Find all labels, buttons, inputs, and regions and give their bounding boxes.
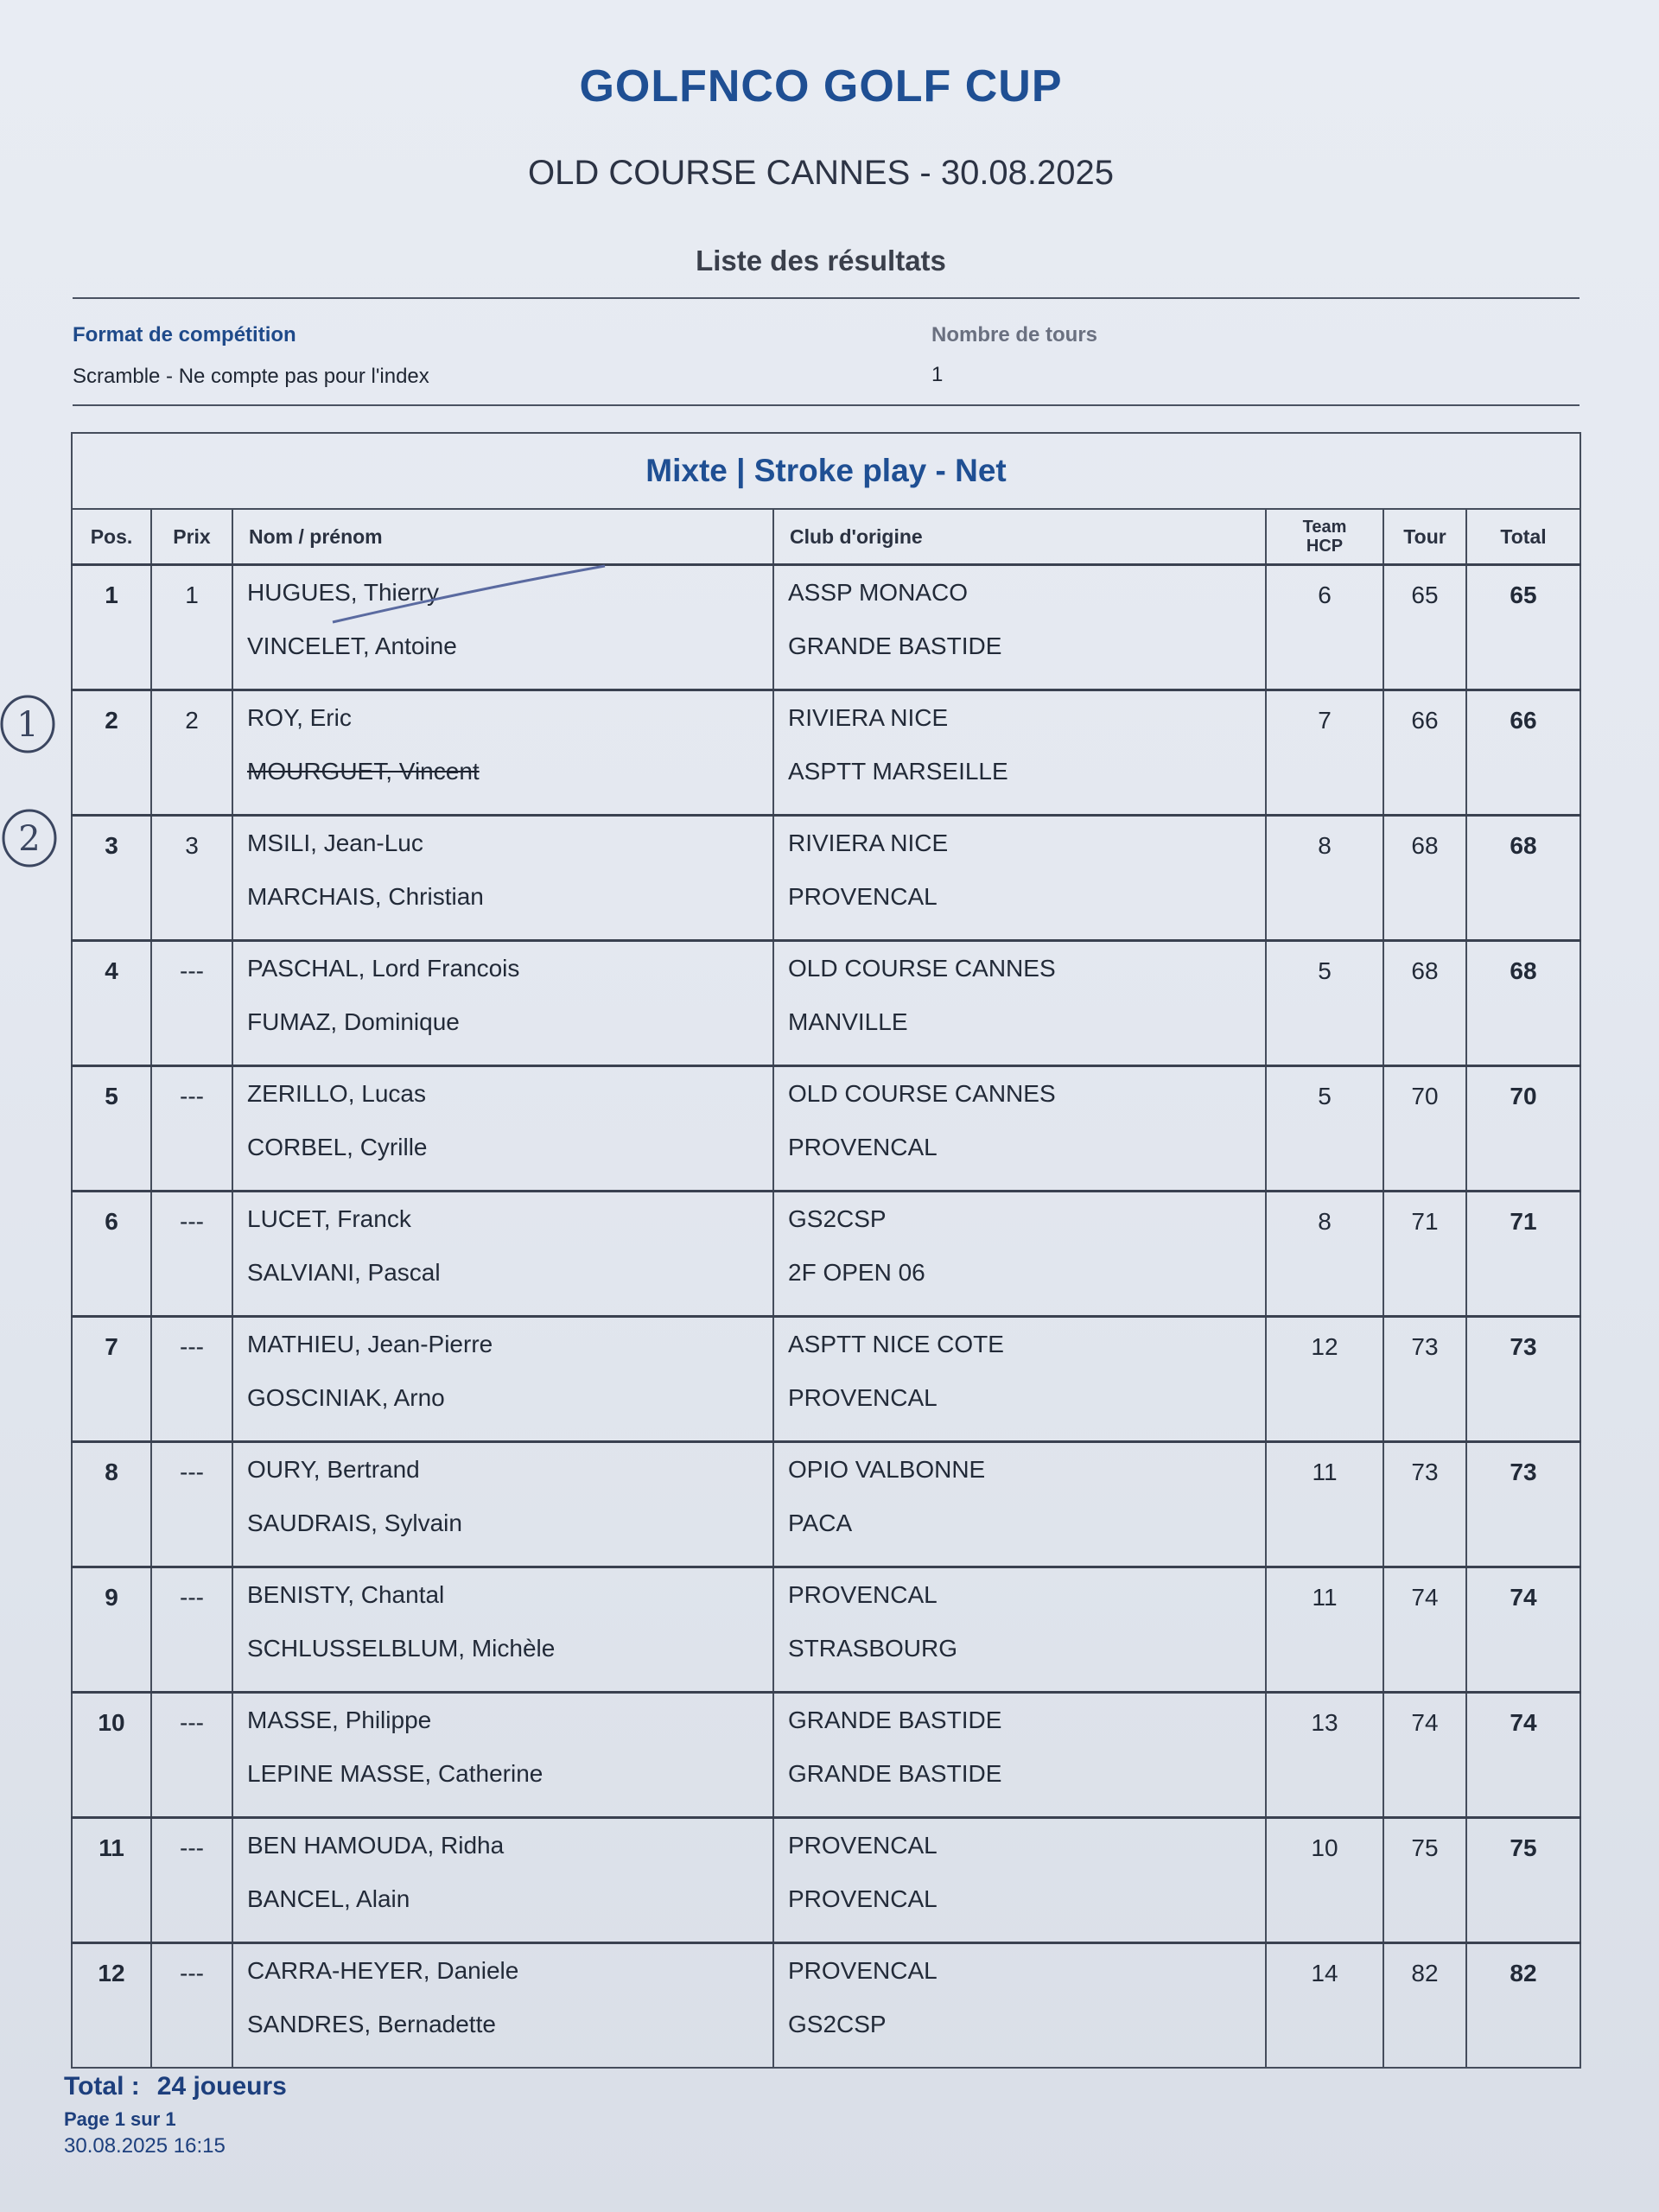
row-total: 74 — [1466, 1693, 1580, 1818]
player-2-name: GOSCINIAK, Arno — [247, 1384, 445, 1411]
table-caption: Mixte | Stroke play - Net — [72, 433, 1580, 509]
player-2-name: BANCEL, Alain — [247, 1885, 410, 1912]
table-row — [72, 1066, 1580, 1192]
row-total: 82 — [1466, 1943, 1580, 2069]
player-2-name: SCHLUSSELBLUM, Michèle — [247, 1635, 556, 1662]
row-pos: 6 — [72, 1192, 151, 1317]
table-row — [72, 1317, 1580, 1442]
row-team-hcp: 10 — [1266, 1818, 1383, 1943]
row-team-hcp: 6 — [1266, 565, 1383, 690]
handwritten-circled-2: 2 — [18, 819, 41, 859]
col-header-hcp: HCP — [1306, 537, 1344, 556]
row-total: 73 — [1466, 1442, 1580, 1567]
player-2-name: CORBEL, Cyrille — [247, 1134, 428, 1160]
player-1-club: ASSP MONACO — [788, 579, 968, 606]
player-2-club: PACA — [788, 1510, 853, 1536]
player-2-club: MANVILLE — [788, 1008, 908, 1035]
player-1-club: OLD COURSE CANNES — [788, 955, 1056, 982]
row-team-hcp: 11 — [1266, 1567, 1383, 1693]
document-label: Liste des résultats — [696, 245, 946, 276]
table-row — [72, 1693, 1580, 1818]
row-clubs — [773, 1567, 1266, 1693]
table-row — [72, 1442, 1580, 1567]
player-1-name: OURY, Bertrand — [247, 1456, 420, 1483]
row-tour: 74 — [1383, 1693, 1466, 1818]
row-team-hcp: 5 — [1266, 1066, 1383, 1192]
col-header-tour: Tour — [1383, 509, 1466, 565]
row-prix: --- — [151, 1567, 232, 1693]
results-table — [71, 432, 1581, 2069]
table-header-row — [72, 509, 1580, 565]
row-clubs — [773, 1192, 1266, 1317]
circled-number-mark — [3, 810, 55, 866]
row-total: 65 — [1466, 565, 1580, 690]
footer-total-value: 24 joueurs — [156, 2072, 287, 2101]
row-pos: 4 — [72, 941, 151, 1066]
footer-printed-at: 30.08.2025 16:15 — [64, 2134, 226, 2158]
format-label: Format de compétition — [73, 323, 296, 346]
row-clubs — [773, 941, 1266, 1066]
row-total: 70 — [1466, 1066, 1580, 1192]
row-prix: 1 — [151, 565, 232, 690]
row-prix: --- — [151, 1442, 232, 1567]
row-tour: 66 — [1383, 690, 1466, 816]
player-1-club: ASPTT NICE COTE — [788, 1331, 1004, 1357]
row-total: 71 — [1466, 1192, 1580, 1317]
table-row — [72, 941, 1580, 1066]
footer-page-number: Page 1 sur 1 — [64, 2108, 176, 2130]
row-clubs — [773, 1066, 1266, 1192]
col-header-total: Total — [1466, 509, 1580, 565]
row-clubs — [773, 1943, 1266, 2069]
player-1-name: ZERILLO, Lucas — [247, 1080, 426, 1107]
row-team-hcp: 7 — [1266, 690, 1383, 816]
row-total: 74 — [1466, 1567, 1580, 1693]
rounds-label: Nombre de tours — [931, 323, 1098, 346]
table-row — [72, 1192, 1580, 1317]
row-tour: 74 — [1383, 1567, 1466, 1693]
rounds-value: 1 — [931, 363, 944, 386]
player-1-club: PROVENCAL — [788, 1957, 938, 1984]
row-tour: 70 — [1383, 1066, 1466, 1192]
player-1-name: PASCHAL, Lord Francois — [247, 955, 520, 982]
player-1-club: OPIO VALBONNE — [788, 1456, 986, 1483]
row-total: 75 — [1466, 1818, 1580, 1943]
player-2-name: MARCHAIS, Christian — [247, 883, 484, 910]
col-header-club: Club d'origine — [773, 509, 1266, 565]
row-clubs — [773, 565, 1266, 690]
row-prix: --- — [151, 1818, 232, 1943]
row-prix: --- — [151, 1317, 232, 1442]
row-tour: 71 — [1383, 1192, 1466, 1317]
player-2-club: GRANDE BASTIDE — [788, 632, 1002, 659]
row-clubs — [773, 690, 1266, 816]
player-1-name: HUGUES, Thierry — [247, 579, 439, 606]
row-names — [232, 1317, 773, 1442]
player-1-name: MSILI, Jean-Luc — [247, 830, 423, 856]
row-clubs — [773, 1693, 1266, 1818]
row-total: 68 — [1466, 941, 1580, 1066]
player-1-club: OLD COURSE CANNES — [788, 1080, 1056, 1107]
row-names — [232, 941, 773, 1066]
row-team-hcp: 5 — [1266, 941, 1383, 1066]
col-header-team-hcp — [1266, 509, 1383, 565]
row-tour: 68 — [1383, 941, 1466, 1066]
player-2-club: PROVENCAL — [788, 883, 938, 910]
player-2-club: PROVENCAL — [788, 1134, 938, 1160]
row-total: 73 — [1466, 1317, 1580, 1442]
row-names — [232, 1567, 773, 1693]
player-2-club: 2F OPEN 06 — [788, 1259, 925, 1286]
row-names — [232, 1818, 773, 1943]
footer-total — [64, 2072, 287, 2101]
row-prix: --- — [151, 1693, 232, 1818]
row-clubs — [773, 816, 1266, 941]
table-row — [72, 690, 1580, 816]
table-row — [72, 1818, 1580, 1943]
row-pos: 1 — [72, 565, 151, 690]
table-row — [72, 565, 1580, 690]
format-value: Scramble - Ne compte pas pour l'index — [73, 365, 429, 388]
player-1-club: RIVIERA NICE — [788, 704, 949, 731]
row-prix: 3 — [151, 816, 232, 941]
header-divider-bottom — [73, 404, 1580, 406]
player-2-name: LEPINE MASSE, Catherine — [247, 1760, 543, 1787]
col-header-pos: Pos. — [72, 509, 151, 565]
row-total: 68 — [1466, 816, 1580, 941]
player-2-name: SANDRES, Bernadette — [247, 2011, 496, 2037]
row-team-hcp: 13 — [1266, 1693, 1383, 1818]
row-names — [232, 1192, 773, 1317]
header-divider-top — [73, 297, 1580, 299]
player-1-name: CARRA-HEYER, Daniele — [247, 1957, 519, 1984]
player-1-club: PROVENCAL — [788, 1832, 938, 1859]
player-1-club: RIVIERA NICE — [788, 830, 949, 856]
player-1-name: ROY, Eric — [247, 704, 352, 731]
row-pos: 3 — [72, 816, 151, 941]
table-row — [72, 816, 1580, 941]
player-1-club: PROVENCAL — [788, 1581, 938, 1608]
row-clubs — [773, 1442, 1266, 1567]
table-row — [72, 1943, 1580, 2069]
row-pos: 8 — [72, 1442, 151, 1567]
row-names — [232, 816, 773, 941]
row-tour: 68 — [1383, 816, 1466, 941]
row-prix: --- — [151, 1943, 232, 2069]
footer-total-label: Total : — [64, 2072, 140, 2101]
player-2-name: SAUDRAIS, Sylvain — [247, 1510, 462, 1536]
player-2-club: GRANDE BASTIDE — [788, 1760, 1002, 1787]
table-row — [72, 1567, 1580, 1693]
row-tour: 73 — [1383, 1317, 1466, 1442]
player-2-name: VINCELET, Antoine — [247, 632, 457, 659]
row-pos: 10 — [72, 1693, 151, 1818]
row-team-hcp: 8 — [1266, 1192, 1383, 1317]
player-1-club: GS2CSP — [788, 1205, 887, 1232]
row-names — [232, 1066, 773, 1192]
row-tour: 75 — [1383, 1818, 1466, 1943]
player-2-name: SALVIANI, Pascal — [247, 1259, 441, 1286]
row-names — [232, 565, 773, 690]
player-1-club: GRANDE BASTIDE — [788, 1707, 1002, 1733]
col-header-name: Nom / prénom — [232, 509, 773, 565]
row-team-hcp: 11 — [1266, 1442, 1383, 1567]
row-names — [232, 1693, 773, 1818]
row-total: 66 — [1466, 690, 1580, 816]
row-tour: 65 — [1383, 565, 1466, 690]
row-team-hcp: 14 — [1266, 1943, 1383, 2069]
row-names — [232, 1442, 773, 1567]
player-1-name: MASSE, Philippe — [247, 1707, 432, 1733]
event-subtitle: OLD COURSE CANNES - 30.08.2025 — [527, 154, 1115, 192]
row-pos: 7 — [72, 1317, 151, 1442]
row-prix: --- — [151, 1066, 232, 1192]
player-2-name: FUMAZ, Dominique — [247, 1008, 460, 1035]
player-2-club: PROVENCAL — [788, 1384, 938, 1411]
row-clubs — [773, 1317, 1266, 1442]
player-1-name: MATHIEU, Jean-Pierre — [247, 1331, 493, 1357]
row-pos: 9 — [72, 1567, 151, 1693]
player-1-name: LUCET, Franck — [247, 1205, 411, 1232]
player-2-club: STRASBOURG — [788, 1635, 958, 1662]
row-pos: 12 — [72, 1943, 151, 2069]
player-2-club: ASPTT MARSEILLE — [788, 758, 1008, 785]
row-prix: 2 — [151, 690, 232, 816]
col-header-prix: Prix — [151, 509, 232, 565]
row-prix: --- — [151, 1192, 232, 1317]
handwritten-circled-1: 1 — [16, 705, 39, 745]
row-clubs — [773, 1818, 1266, 1943]
row-names — [232, 1943, 773, 2069]
player-1-name: BEN HAMOUDA, Ridha — [247, 1832, 505, 1859]
circled-number-mark — [2, 696, 54, 752]
row-tour: 82 — [1383, 1943, 1466, 2069]
row-prix: --- — [151, 941, 232, 1066]
row-names — [232, 690, 773, 816]
page-title: GOLFNCO GOLF CUP — [579, 61, 1063, 111]
row-pos: 5 — [72, 1066, 151, 1192]
player-2-club: GS2CSP — [788, 2011, 887, 2037]
player-2-name-struck: MOURGUET, Vincent — [247, 758, 480, 785]
row-pos: 11 — [72, 1818, 151, 1943]
col-header-team: Team — [1302, 518, 1347, 537]
player-1-name: BENISTY, Chantal — [247, 1581, 445, 1608]
row-team-hcp: 12 — [1266, 1317, 1383, 1442]
row-tour: 73 — [1383, 1442, 1466, 1567]
row-pos: 2 — [72, 690, 151, 816]
player-2-club: PROVENCAL — [788, 1885, 938, 1912]
row-team-hcp: 8 — [1266, 816, 1383, 941]
